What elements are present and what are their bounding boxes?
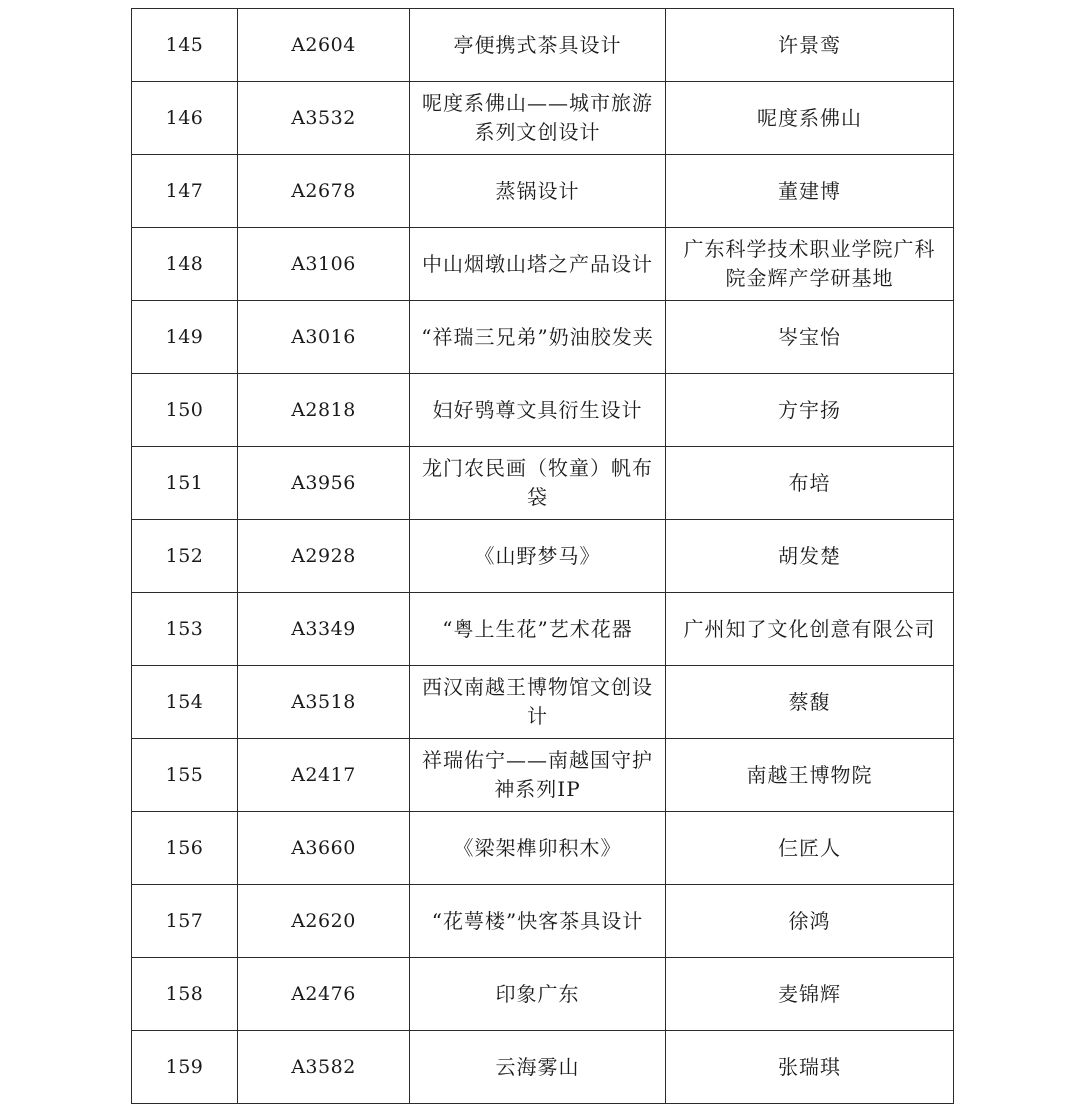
work-title: 蒸锅设计 [410,155,666,228]
entry-code: A2818 [238,374,410,447]
row-number: 158 [132,958,238,1031]
work-title: “粤上生花”艺术花器 [410,593,666,666]
table-row [132,228,954,301]
author-name: 仨匠人 [666,812,954,885]
work-title: 印象广东 [410,958,666,1031]
table-row [132,520,954,593]
work-title: 云海雾山 [410,1031,666,1104]
table-row [132,82,954,155]
work-title: 龙门农民画（牧童）帆布袋 [410,447,666,520]
entry-code: A2620 [238,885,410,958]
author-name: 方宇扬 [666,374,954,447]
entry-code: A3349 [238,593,410,666]
results-table [131,8,954,1104]
entry-code: A2928 [238,520,410,593]
entry-code: A3532 [238,82,410,155]
table-row [132,155,954,228]
entry-code: A2476 [238,958,410,1031]
row-number: 150 [132,374,238,447]
author-name: 广东科学技术职业学院广科院金辉产学研基地 [666,228,954,301]
row-number: 148 [132,228,238,301]
table-row [132,885,954,958]
row-number: 146 [132,82,238,155]
author-name: 麦锦辉 [666,958,954,1031]
work-title: 亭便携式茶具设计 [410,9,666,82]
results-table-body [132,9,954,1104]
entry-code: A2604 [238,9,410,82]
author-name: 广州知了文化创意有限公司 [666,593,954,666]
work-title: 西汉南越王博物馆文创设计 [410,666,666,739]
row-number: 153 [132,593,238,666]
author-name: 蔡馥 [666,666,954,739]
work-title: 中山烟墩山塔之产品设计 [410,228,666,301]
row-number: 152 [132,520,238,593]
row-number: 154 [132,666,238,739]
row-number: 147 [132,155,238,228]
author-name: 呢度系佛山 [666,82,954,155]
table-row [132,447,954,520]
table-row [132,593,954,666]
table-row [132,374,954,447]
entry-code: A3660 [238,812,410,885]
work-title: 呢度系佛山——城市旅游系列文创设计 [410,82,666,155]
row-number: 155 [132,739,238,812]
row-number: 151 [132,447,238,520]
work-title: “祥瑞三兄弟”奶油胶发夹 [410,301,666,374]
entry-code: A3518 [238,666,410,739]
work-title: “花萼楼”快客茶具设计 [410,885,666,958]
author-name: 张瑞琪 [666,1031,954,1104]
row-number: 157 [132,885,238,958]
author-name: 布培 [666,447,954,520]
work-title: 《山野梦马》 [410,520,666,593]
author-name: 徐鸿 [666,885,954,958]
table-row [132,739,954,812]
entry-code: A2417 [238,739,410,812]
row-number: 159 [132,1031,238,1104]
author-name: 董建博 [666,155,954,228]
author-name: 许景鸾 [666,9,954,82]
table-row [132,812,954,885]
author-name: 胡发楚 [666,520,954,593]
work-title: 妇好鸮尊文具衍生设计 [410,374,666,447]
entry-code: A3016 [238,301,410,374]
entry-code: A2678 [238,155,410,228]
entry-code: A3956 [238,447,410,520]
row-number: 149 [132,301,238,374]
entry-code: A3106 [238,228,410,301]
row-number: 156 [132,812,238,885]
work-title: 《梁架榫卯积木》 [410,812,666,885]
row-number: 145 [132,9,238,82]
work-title: 祥瑞佑宁——南越国守护神系列IP [410,739,666,812]
table-row [132,666,954,739]
table-row [132,301,954,374]
table-row [132,958,954,1031]
author-name: 南越王博物院 [666,739,954,812]
author-name: 岑宝怡 [666,301,954,374]
table-row [132,1031,954,1104]
entry-code: A3582 [238,1031,410,1104]
table-row [132,9,954,82]
